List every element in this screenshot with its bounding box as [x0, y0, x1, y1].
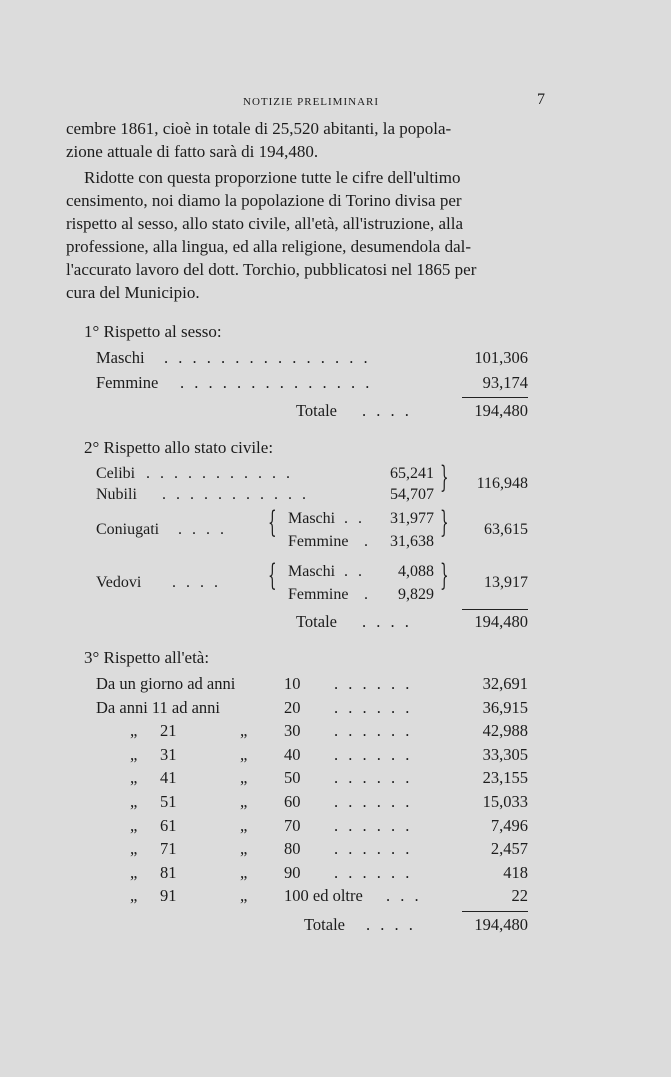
total-civil: 194,480	[474, 612, 528, 631]
age-from: 31	[160, 745, 177, 764]
age-to: 40	[284, 745, 301, 764]
leader-dots: . . . . . . . . . . . . . .	[180, 373, 373, 392]
age-to: 20	[284, 698, 301, 717]
leader-dots: . . . . . .	[334, 721, 413, 740]
total-label: Totale	[296, 612, 337, 631]
ditto-mark: „	[130, 792, 138, 811]
age-value: 7,496	[490, 816, 528, 835]
age-from: 91	[160, 886, 177, 905]
paragraph-line: Ridotte con questa proporzione tutte le cifre dell'ultimo	[84, 168, 461, 187]
total-sex: 194,480	[474, 401, 528, 420]
leader-dots: . . . .	[366, 915, 416, 934]
age-to: 30	[284, 721, 301, 740]
row-label-nubili: Nubili	[96, 486, 137, 503]
age-to: 80	[284, 839, 301, 858]
value-vedovi-maschi: 4,088	[398, 563, 434, 580]
age-from: 41	[160, 768, 177, 787]
brace-symbol: }	[440, 558, 449, 593]
age-from: 21	[160, 721, 177, 740]
sub-label-maschi: Maschi	[288, 510, 336, 527]
leader-dots: . . . . . .	[334, 816, 413, 835]
age-from: 71	[160, 839, 177, 858]
age-value: 2,457	[490, 839, 528, 858]
age-value: 42,988	[482, 721, 528, 740]
age-to: 90	[284, 863, 301, 882]
total-label: Totale	[296, 401, 337, 420]
leader-dots: . . . . . .	[334, 768, 413, 787]
ditto-mark: „	[130, 816, 138, 835]
age-value: 36,915	[482, 698, 528, 717]
value-celibi: 65,241	[390, 465, 434, 482]
value-vedovi-femmine: 9,829	[398, 586, 434, 603]
paragraph-line: censimento, noi diamo la popolazione di Torino divisa per	[66, 191, 462, 210]
sub-label-femmine: Femmine	[288, 586, 349, 603]
age-from: 61	[160, 816, 177, 835]
running-header: NOTIZIE PRELIMINARI	[243, 96, 380, 108]
paragraph-line: professione, alla lingua, ed alla religione, desumendola dal-	[66, 237, 472, 256]
leader-dots: . . . . . .	[334, 698, 413, 717]
paragraph-line: zione attuale di fatto sarà di 194,480.	[66, 142, 319, 161]
leader-dots: .	[364, 533, 371, 550]
value-coniugati-maschi: 31,977	[390, 510, 434, 527]
leader-dots: . . . . . .	[334, 863, 413, 882]
age-from: Da un giorno ad anni	[96, 674, 236, 693]
age-value: 23,155	[482, 768, 528, 787]
age-value: 22	[511, 886, 528, 905]
sub-label-femmine: Femmine	[288, 533, 349, 550]
sum-vedovi: 13,917	[484, 574, 528, 591]
brace-symbol: {	[268, 505, 277, 540]
age-to: 50	[284, 768, 301, 787]
sum-rule	[462, 911, 528, 912]
age-from: Da anni 11 ad anni	[96, 698, 221, 717]
ditto-mark: „	[240, 721, 248, 740]
leader-dots: . . . . . .	[334, 792, 413, 811]
age-to: 100 ed oltre	[284, 886, 363, 905]
page-number: 7	[537, 91, 545, 108]
leader-dots: . . . .	[178, 521, 227, 538]
age-value: 32,691	[482, 674, 528, 693]
row-label-coniugati: Coniugati	[96, 521, 160, 538]
ditto-mark: „	[130, 839, 138, 858]
sub-label-maschi: Maschi	[288, 563, 336, 580]
paragraph-line: cura del Municipio.	[66, 283, 200, 302]
age-from: 81	[160, 863, 177, 882]
leader-dots: . .	[344, 510, 365, 527]
ditto-mark: „	[240, 816, 248, 835]
ditto-mark: „	[130, 721, 138, 740]
sum-coniugati: 63,615	[484, 521, 528, 538]
paragraph-line: rispetto al sesso, allo stato civile, all'età, all'istruzione, alla	[66, 214, 464, 233]
total-label: Totale	[304, 915, 345, 934]
age-to: 10	[284, 674, 301, 693]
age-value: 418	[503, 863, 528, 882]
age-from: 51	[160, 792, 177, 811]
leader-dots: . . . . . .	[334, 839, 413, 858]
row-label-femmine: Femmine	[96, 373, 159, 392]
leader-dots: . . . .	[362, 612, 412, 631]
age-to: 60	[284, 792, 301, 811]
leader-dots: . . . .	[172, 574, 221, 591]
sum-celibi-nubili: 116,948	[476, 475, 528, 492]
value-coniugati-femmine: 31,638	[390, 533, 434, 550]
leader-dots: . .	[344, 563, 365, 580]
ditto-mark: „	[240, 886, 248, 905]
leader-dots: . . . . . . . . . . .	[146, 465, 293, 482]
ditto-mark: „	[240, 839, 248, 858]
section-heading: 2° Rispetto allo stato civile:	[84, 438, 274, 457]
row-label-celibi: Celibi	[96, 465, 136, 482]
leader-dots: . . . . . . . . . . .	[162, 486, 309, 503]
brace-symbol: {	[268, 558, 277, 593]
leader-dots: . . .	[386, 886, 422, 905]
ditto-mark: „	[130, 745, 138, 764]
total-age: 194,480	[474, 915, 528, 934]
sum-rule	[462, 397, 528, 398]
paragraph-line: l'accurato lavoro del dott. Torchio, pubblicatosi nel 1865 per	[66, 260, 477, 279]
brace-symbol: }	[440, 460, 449, 495]
age-to: 70	[284, 816, 301, 835]
ditto-mark: „	[130, 886, 138, 905]
leader-dots: .	[364, 586, 371, 603]
section-heading: 3° Rispetto all'età:	[84, 648, 210, 667]
row-label-vedovi: Vedovi	[96, 574, 142, 591]
brace-symbol: }	[440, 505, 449, 540]
leader-dots: . . . .	[362, 401, 412, 420]
row-label-maschi: Maschi	[96, 348, 145, 367]
ditto-mark: „	[240, 863, 248, 882]
value-femmine: 93,174	[482, 373, 528, 392]
paragraph-line: cembre 1861, cioè in totale di 25,520 abitanti, la popola-	[66, 119, 452, 138]
ditto-mark: „	[240, 768, 248, 787]
leader-dots: . . . . . .	[334, 674, 413, 693]
age-value: 33,305	[482, 745, 528, 764]
sum-rule	[462, 609, 528, 610]
leader-dots: . . . . . . . . . . . . . . .	[164, 348, 371, 367]
ditto-mark: „	[240, 745, 248, 764]
value-nubili: 54,707	[390, 486, 434, 503]
ditto-mark: „	[130, 768, 138, 787]
section-heading: 1° Rispetto al sesso:	[84, 322, 222, 341]
ditto-mark: „	[130, 863, 138, 882]
value-maschi: 101,306	[474, 348, 528, 367]
leader-dots: . . . . . .	[334, 745, 413, 764]
age-value: 15,033	[482, 792, 528, 811]
ditto-mark: „	[240, 792, 248, 811]
